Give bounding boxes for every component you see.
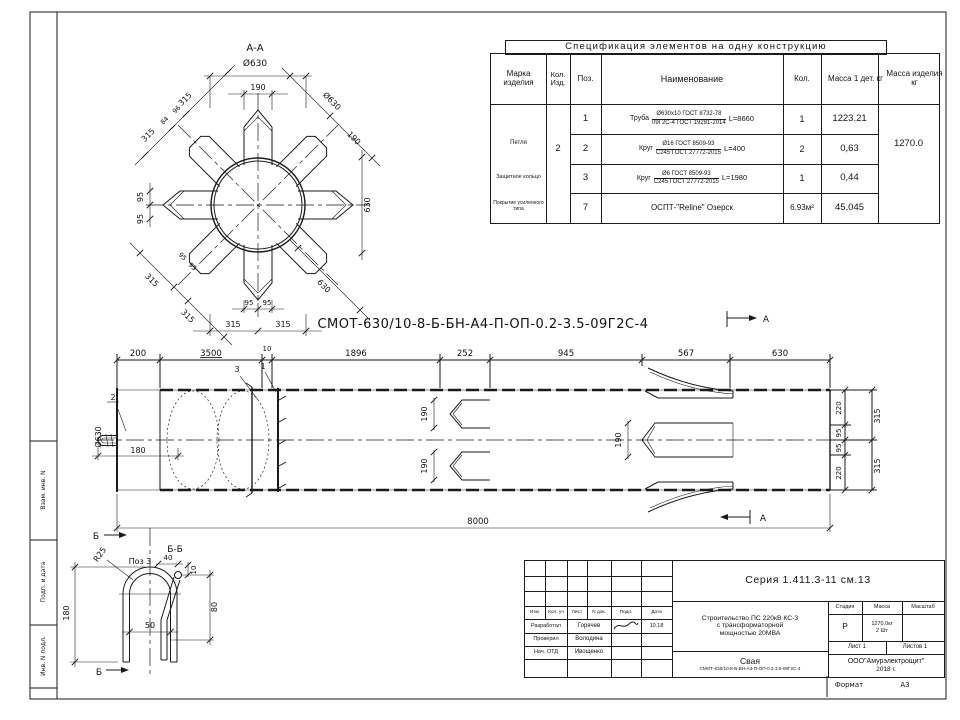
section-a-label: А <box>759 514 767 524</box>
stamp-name-2: Володина <box>575 636 603 643</box>
stamp-h-mass: Масса <box>873 604 891 611</box>
aa-dim-95: 95 <box>186 260 199 273</box>
spec-h-massizd: Масса изделия кг <box>886 69 943 87</box>
spec-marka-petlya: Петля <box>510 139 527 146</box>
aa-fin-width-dim: 190 <box>250 83 266 92</box>
format-label: Формат <box>834 681 864 689</box>
spec-row-spec-bot: С245 ГОСТ 27772-2015 <box>653 179 719 185</box>
elev-dim-1896: 1896 <box>345 349 367 359</box>
elev-dim-190: 190 <box>614 432 623 448</box>
stamp-h-stage: Стадия <box>835 604 855 611</box>
aa-right-dims <box>290 150 372 320</box>
stamp-company-year: 2018 г. <box>876 665 896 673</box>
title-block <box>524 560 945 678</box>
spec-row-poz: 3 <box>582 172 589 184</box>
spec-row-poz: 2 <box>582 142 589 154</box>
stamp-h-data: Дата <box>651 609 662 615</box>
aa-bottom-dims <box>193 299 322 336</box>
aa-dim-190: 190 <box>345 129 363 147</box>
spec-row-qty: 1 <box>799 113 805 124</box>
elev-dim-95: 95 <box>835 443 843 453</box>
section-a-marks <box>720 311 770 524</box>
elev-dim-3500: 3500 <box>200 349 222 359</box>
stamp-project-l3: мощностью 20МВА <box>719 629 781 637</box>
stamp-role-3: Нач. ОТД <box>533 649 558 656</box>
aa-dim-315: 315 <box>275 320 291 329</box>
stamp-doc <box>672 651 828 677</box>
spec-row-type: Круг <box>638 145 653 153</box>
stamp-sheets: Листов 1 <box>902 644 928 651</box>
spec-row-type: Труба <box>630 115 650 123</box>
callout-2: 2 <box>110 393 116 402</box>
stamp-sheet: Лист 1 <box>847 644 867 651</box>
elev-dia-label: Ø630 <box>94 426 103 448</box>
signature-scribble <box>611 619 641 633</box>
aa-dim-630: 630 <box>315 277 333 295</box>
aa-dim-315: 315 <box>143 271 161 289</box>
elev-dim-630: 630 <box>771 349 789 359</box>
format-value: А3 <box>900 681 910 689</box>
stamp-doc-code: СМОТ-630/10-8-Б-БН-А4-П-ОП-0.2-3.5-09Г2С-4 <box>699 666 801 672</box>
spec-row-spec-bot: С245 ГОСТ 27772-2015 <box>655 149 721 156</box>
section-b-label: Б <box>92 532 100 542</box>
elev-dim-10: 10 <box>262 345 272 353</box>
stamp-mass-l1: 1270.0кг <box>871 621 893 628</box>
spec-h-kolizd: Кол. Изд. <box>550 69 566 87</box>
aa-dim-95: 95 <box>176 250 189 263</box>
detail-dim-180: 180 <box>62 605 71 621</box>
spec-row-spec-top: Ø630х10 ГОСТ 8732-78 <box>652 111 726 120</box>
elev-callouts <box>107 362 276 431</box>
spec-row-poz: 1 <box>582 112 589 124</box>
spec-row-mass: 0,63 <box>840 142 859 154</box>
aa-upper-left-dims <box>135 65 235 165</box>
section-aa-view <box>130 43 380 345</box>
aa-dim-95: 95 <box>244 299 254 307</box>
aa-dia-dim: Ø630 <box>242 59 268 69</box>
elev-dim-180: 180 <box>130 446 146 455</box>
elev-dim-252: 252 <box>456 349 474 359</box>
callout-1: 1 <box>260 362 266 371</box>
aa-left-dims <box>136 183 153 227</box>
detail-pos-label: Поз 3 <box>128 557 152 566</box>
spec-table <box>490 40 943 223</box>
stamp-project <box>672 601 828 651</box>
aa-dim-95: 95 <box>136 191 145 203</box>
elev-dim-220: 220 <box>835 401 843 415</box>
spec-row-poz: 7 <box>582 201 589 213</box>
spec-marka-koltso: Защитное кольцо <box>496 173 541 180</box>
section-aa-title: А-А <box>246 43 264 54</box>
stamp-project-l2: с трансформаторной <box>716 622 784 630</box>
elev-right-dims <box>830 387 882 493</box>
spec-grid <box>490 53 943 224</box>
elev-dim-945: 945 <box>557 349 575 359</box>
spec-row-mass: 0,44 <box>840 172 859 184</box>
elev-dim-220: 220 <box>835 466 843 480</box>
aa-dim-95: 95 <box>262 299 272 307</box>
stamp-stage-value: Р <box>842 622 848 632</box>
spec-row-len: L=400 <box>723 143 746 153</box>
detail-dim-80: 80 <box>210 601 219 613</box>
aa-dim-315: 315 <box>179 307 197 325</box>
stamp-h-izm: Изм. <box>529 609 541 615</box>
section-a-label: А <box>762 315 770 325</box>
aa-dia-diag: Ø630 <box>320 90 343 113</box>
spec-row-qty: 1 <box>799 173 805 184</box>
bb-title: Б-Б <box>167 545 183 555</box>
aa-dim-84: 84 <box>158 114 171 127</box>
elev-dim-567: 567 <box>677 349 695 359</box>
spec-h-poz: Поз. <box>577 73 594 83</box>
spec-h-kol: Кол. <box>794 73 810 83</box>
spec-h-mass1: Масса 1 дет. кг <box>827 73 884 83</box>
stamp-h-podp: Подп. <box>619 609 633 615</box>
margin-vzam: Взам. инв. N <box>40 470 47 510</box>
stamp-mass-value <box>862 614 902 641</box>
spec-row-type: Круг <box>636 174 651 182</box>
detail-dim-50: 50 <box>144 621 156 630</box>
aa-dim-630: 630 <box>363 197 372 213</box>
margin-podp: Подп. и дата <box>40 561 47 603</box>
spec-izd-mass: 1270.0 <box>893 137 924 149</box>
detail-views <box>62 528 219 678</box>
elev-dim-95: 95 <box>835 428 843 438</box>
stamp-doc-name: Свая <box>740 655 760 666</box>
stamp-h-koluch: Кол. уч <box>548 609 564 615</box>
stamp-h-scale: Масштаб <box>911 604 935 611</box>
spec-h-name: Наименование <box>660 73 724 84</box>
aa-dim-95: 95 <box>136 213 145 225</box>
spec-row-mass: 45.045 <box>834 201 865 213</box>
elev-dim-8000: 8000 <box>467 517 489 527</box>
stamp-company <box>828 654 944 677</box>
stamp-company-name: ООО"Амурэлектрощит" <box>847 657 925 665</box>
spec-izd-qty: 2 <box>555 142 561 154</box>
stamp-project-l1: Строительство ПС 220кВ КС-3 <box>701 614 799 622</box>
bb-view <box>155 545 219 660</box>
margin-inv: Инв. N подл. <box>40 636 47 676</box>
callout-3: 3 <box>234 365 240 374</box>
elev-top-dims <box>114 345 833 388</box>
detail-dim-40: 40 <box>163 554 173 562</box>
elev-dim-315: 315 <box>873 408 882 424</box>
aa-dim-96: 96 <box>170 103 183 116</box>
elevation-view <box>92 311 882 532</box>
stamp-mass-l2: 2 Шт <box>875 627 889 634</box>
stamp-name-1: Горячев <box>577 622 601 629</box>
weld-ticks <box>279 396 286 488</box>
elev-dim-190: 190 <box>420 406 429 422</box>
elev-dim-190: 190 <box>420 458 429 474</box>
detail-dim-10: 10 <box>190 565 198 575</box>
section-b-label: Б <box>95 668 103 678</box>
spec-title: Спецификация элементов на одну конструкцию <box>505 40 887 55</box>
aa-dim-315: 315 <box>139 126 157 144</box>
stamp-series: Серия 1.411.3-11 см.13 <box>745 574 871 587</box>
stamp-name-3: Ивощенко <box>574 649 604 656</box>
spec-row-spec-top: Ø6 ГОСТ 8509-93 <box>654 171 719 180</box>
aa-upper-right-dims <box>282 68 380 166</box>
stamp-role-1: Разработал <box>531 622 561 629</box>
elev-dim-315: 315 <box>873 458 882 474</box>
aa-lower-left-dims <box>130 243 232 345</box>
spec-marka-pokrytie: Покрытие усиленного типа <box>493 200 544 212</box>
designation-title: СМОТ-630/10-8-Б-БН-А4-П-ОП-0.2-3.5-09Г2С-4 <box>317 317 649 332</box>
spec-row-spec-bot: 09Г2С-4 ГОСТ 19281-2014 <box>652 119 726 126</box>
spec-row-mass: 1223.21 <box>832 112 867 124</box>
stamp-role-2: Проверил <box>533 636 559 643</box>
spec-h-marka: Марка изделия <box>503 69 534 87</box>
detail-r25: R25 <box>91 545 109 564</box>
stamp-date-1: 10.18 <box>649 622 664 629</box>
spec-row-spec-top: Ø16 ГОСТ 8509-93 <box>656 141 721 150</box>
elev-dim-200: 200 <box>129 349 147 359</box>
spec-row-name: ОСПТ-"Reline" Озерск <box>650 202 734 212</box>
aa-dim-315: 315 <box>225 320 241 329</box>
spec-row-len: L=8660 <box>728 113 754 123</box>
spec-row-qty: 2 <box>799 143 805 154</box>
elev-bottom-dim <box>114 494 833 532</box>
stamp-h-list: Лист <box>571 609 583 615</box>
aa-dim-315: 315 <box>176 90 194 108</box>
stamp-h-ndok: N док. <box>592 609 606 615</box>
spec-row-qty: 6.93м² <box>790 202 814 212</box>
spec-row-len: L=1980 <box>721 173 748 183</box>
